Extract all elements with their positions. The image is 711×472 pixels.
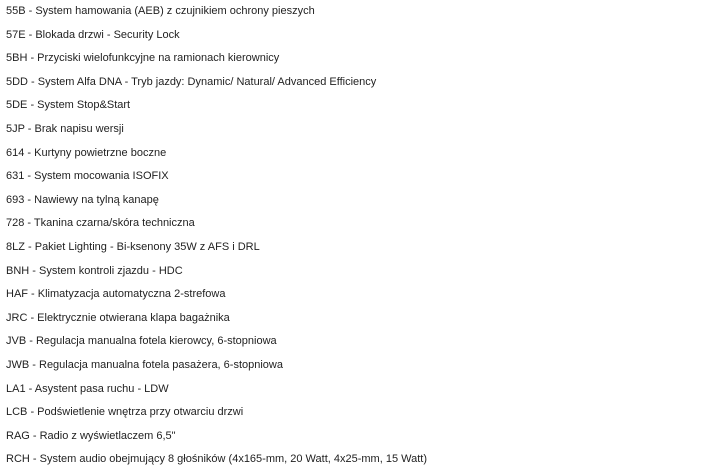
option-item: LCB - Podświetlenie wnętrza przy otwarciu drzwi [6, 406, 244, 419]
option-item: JRC - Elektrycznie otwierana klapa bagażnika [6, 311, 230, 324]
option-item: 5JP - Brak napisu wersji [6, 122, 124, 135]
option-item: JVB - Regulacja manualna fotela kierowcy, 6-stopniowa [6, 335, 277, 348]
option-item: 5DE - System Stop&Start [6, 99, 131, 112]
option-item: JWB - Regulacja manualna fotela pasażera, 6-stopniowa [6, 358, 283, 371]
option-item: 614 - Kurtyny powietrzne boczne [6, 146, 167, 159]
option-item: LA1 - Asystent pasa ruchu - LDW [6, 382, 169, 395]
equipment-option-list [6, 0, 706, 472]
option-item: 728 - Tkanina czarna/skóra techniczna [6, 217, 195, 230]
option-item: 693 - Nawiewy na tylną kanapę [6, 193, 159, 206]
option-item: 5BH - Przyciski wielofunkcyjne na ramionach kierownicy [6, 52, 280, 65]
option-item: RCH - System audio obejmujący 8 głośników (4x165-mm, 20 Watt, 4x25-mm, 15 Watt) [6, 453, 427, 466]
option-item: 631 - System mocowania ISOFIX [6, 170, 169, 183]
option-item: 5DD - System Alfa DNA - Tryb jazdy: Dynamic/ Natural/ Advanced Efficiency [6, 75, 377, 88]
option-item: 57E - Blokada drzwi - Security Lock [6, 28, 180, 41]
option-item: 55B - System hamowania (AEB) z czujnikiem ochrony pieszych [6, 5, 315, 17]
option-item: 8LZ - Pakiet Lighting - Bi-ksenony 35W z AFS i DRL [6, 240, 260, 253]
option-item: BNH - System kontroli zjazdu - HDC [6, 264, 183, 277]
option-item: RAG - Radio z wyświetlaczem 6,5" [6, 429, 176, 442]
option-item: HAF - Klimatyzacja automatyczna 2-strefowa [6, 288, 226, 301]
